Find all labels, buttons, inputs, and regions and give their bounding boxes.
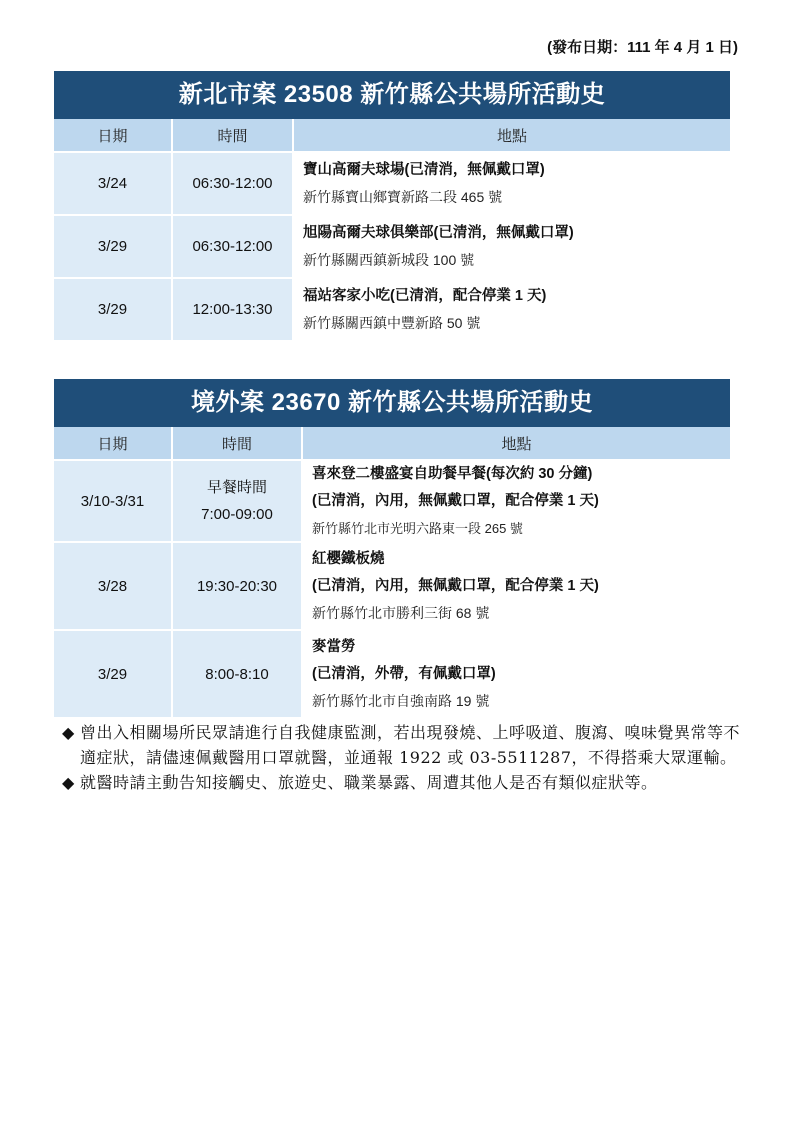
row-time: 12:00-13:30 bbox=[173, 279, 294, 340]
diamond-bullet-icon: ◆ bbox=[62, 723, 75, 742]
header-date: 日期 bbox=[54, 119, 173, 151]
place-name: 旭陽高爾夫球俱樂部(已清消，無佩戴口罩) bbox=[303, 224, 574, 241]
place-address: 新竹縣關西鎮中豐新路 50 號 bbox=[303, 314, 481, 331]
activity-table-case-23508 bbox=[54, 71, 730, 340]
table-header bbox=[54, 119, 730, 151]
row-time: 06:30-12:00 bbox=[173, 216, 294, 277]
place-name: 紅櫻鐵板燒 bbox=[312, 550, 385, 567]
table-row bbox=[54, 277, 730, 340]
note-text: 就醫時請主動告知接觸史、旅遊史、職業暴露、周遭其他人是否有類似症狀等。 bbox=[80, 773, 658, 792]
header-time: 時間 bbox=[173, 119, 294, 151]
table-title: 新北市案 23508 新竹縣公共場所活動史 bbox=[54, 71, 730, 119]
place-address: 新竹縣寶山鄉寶新路二段 465 號 bbox=[303, 188, 503, 205]
row-date: 3/29 bbox=[54, 216, 173, 277]
header-date: 日期 bbox=[54, 427, 173, 459]
row-date: 3/29 bbox=[54, 631, 173, 717]
release-date: (發布日期：111 年 4 月 1 日) bbox=[547, 39, 738, 56]
header-place: 地點 bbox=[501, 435, 532, 453]
note-item bbox=[62, 720, 742, 770]
place-status: (已清消，外帶，有佩戴口罩) bbox=[312, 665, 496, 682]
table-row bbox=[54, 151, 730, 214]
place-name: 麥當勞 bbox=[312, 638, 356, 655]
table-row bbox=[54, 541, 730, 629]
row-time bbox=[173, 461, 303, 541]
table-row bbox=[54, 629, 730, 717]
row-place bbox=[303, 543, 730, 629]
row-place bbox=[294, 216, 730, 277]
row-place bbox=[294, 279, 730, 340]
row-date: 3/29 bbox=[54, 279, 173, 340]
place-address: 新竹縣關西鎮新城段 100 號 bbox=[303, 251, 475, 268]
row-date: 3/10-3/31 bbox=[54, 461, 173, 541]
notes bbox=[62, 720, 742, 795]
row-date: 3/28 bbox=[54, 543, 173, 629]
place-name: 喜來登二樓盛宴自助餐早餐(每次約 30 分鐘) bbox=[312, 465, 593, 482]
header-time: 時間 bbox=[173, 427, 303, 459]
diamond-bullet-icon: ◆ bbox=[62, 773, 75, 792]
place-name: 福站客家小吃(已清消，配合停業 1 天) bbox=[303, 287, 547, 304]
row-place bbox=[294, 153, 730, 214]
row-date: 3/24 bbox=[54, 153, 173, 214]
row-time: 19:30-20:30 bbox=[173, 543, 303, 629]
note-item bbox=[62, 770, 742, 795]
time-line-2: 7:00-09:00 bbox=[201, 506, 273, 523]
place-address: 新竹縣竹北市光明六路東一段 265 號 bbox=[312, 520, 523, 536]
table-row bbox=[54, 214, 730, 277]
place-status: (已清消，內用，無佩戴口罩，配合停業 1 天) bbox=[312, 492, 599, 509]
time-line-1: 早餐時間 bbox=[206, 479, 267, 496]
note-text: 曾出入相關場所民眾請進行自我健康監測，若出現發燒、上呼吸道、腹瀉、嗅味覺異常等不適症狀，請儘速佩戴醫用口罩就醫，並通報 1922 或 03-5511287，不得搭乘大眾運輸。 bbox=[80, 723, 741, 767]
table-row bbox=[54, 459, 730, 541]
row-time: 8:00-8:10 bbox=[173, 631, 303, 717]
header-place: 地點 bbox=[496, 127, 527, 145]
row-time: 06:30-12:00 bbox=[173, 153, 294, 214]
place-status: (已清消，內用，無佩戴口罩，配合停業 1 天) bbox=[312, 577, 599, 594]
table-title: 境外案 23670 新竹縣公共場所活動史 bbox=[54, 379, 730, 427]
row-place bbox=[303, 461, 730, 541]
place-address: 新竹縣竹北市勝利三街 68 號 bbox=[312, 604, 490, 621]
table-header bbox=[54, 427, 730, 459]
activity-table-case-23670 bbox=[54, 379, 730, 717]
place-name: 寶山高爾夫球場(已清消，無佩戴口罩) bbox=[303, 161, 545, 178]
place-address: 新竹縣竹北市自強南路 19 號 bbox=[312, 692, 490, 709]
row-place bbox=[303, 631, 730, 717]
